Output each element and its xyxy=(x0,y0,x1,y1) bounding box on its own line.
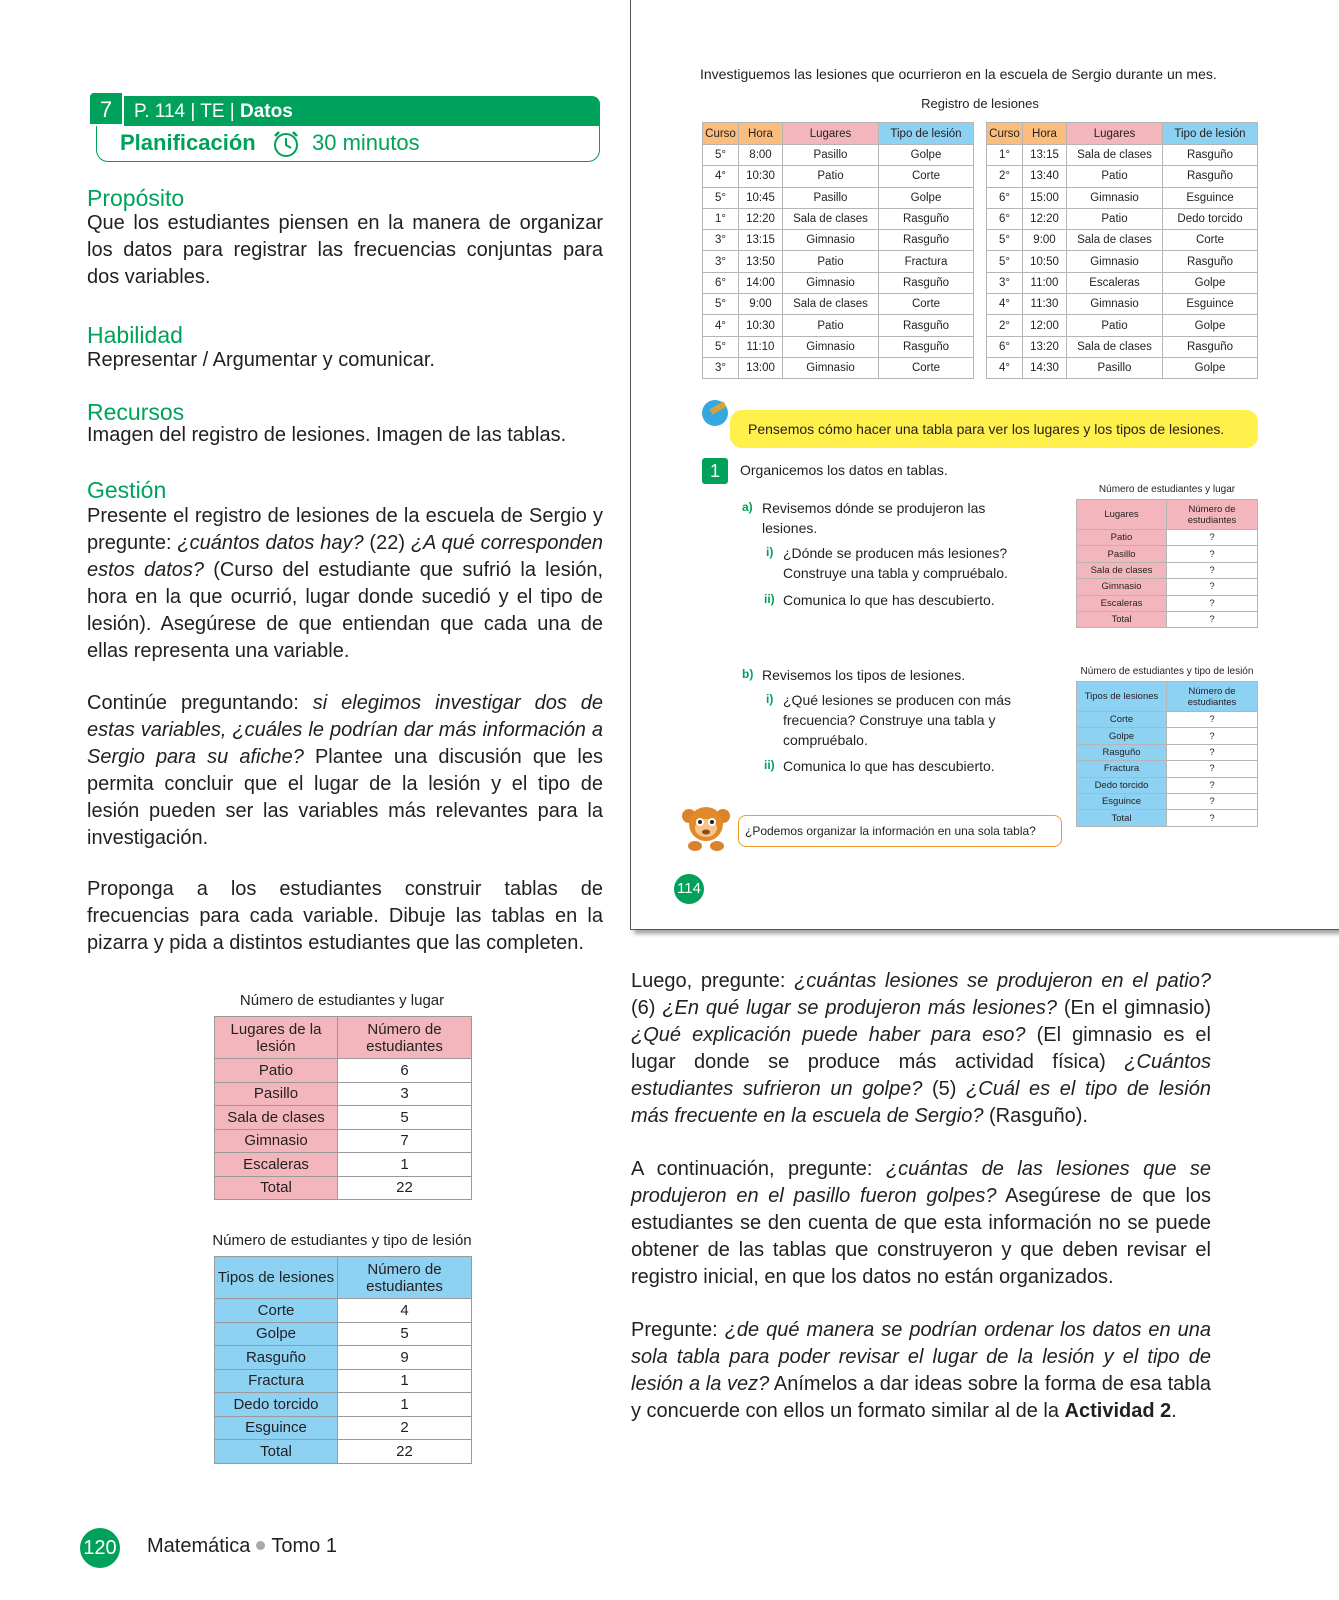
table-cell: Corte xyxy=(879,294,974,315)
table-row xyxy=(1077,595,1258,611)
table-cell: ? xyxy=(1167,712,1258,728)
table-cell: 13:40 xyxy=(1023,166,1067,187)
table-cell: Esguince xyxy=(1163,294,1258,315)
table-cell: Sala de clases xyxy=(215,1106,338,1130)
table-cell: Golpe xyxy=(1163,272,1258,293)
table-row xyxy=(703,251,974,272)
table-cell: Golpe xyxy=(879,187,974,208)
gestion-heading: Gestión xyxy=(87,477,167,503)
table-cell: 6° xyxy=(987,336,1023,357)
table-cell: 11:30 xyxy=(1023,294,1067,315)
table-cell: 13:50 xyxy=(739,251,783,272)
table-cell: 4° xyxy=(987,294,1023,315)
table-cell: Patio xyxy=(1067,208,1163,229)
item-aii-label: ii) xyxy=(764,592,775,606)
item-bii-label: ii) xyxy=(764,758,775,772)
table-header: Tipos de lesiones xyxy=(1077,682,1167,712)
reg-header-curso: Curso xyxy=(987,123,1023,145)
table-cell: Patio xyxy=(783,251,879,272)
question-run: ¿de qué manera se podrían ordenar los datos en una sola tabla para poder revisar el lugar de la lesión y el tipo de lesión a la vez? xyxy=(631,1319,1211,1395)
recursos-heading: Recursos xyxy=(87,399,185,425)
table-row xyxy=(703,208,974,229)
table-cell: Pasillo xyxy=(783,187,879,208)
table-cell: 2 xyxy=(338,1416,472,1440)
table-cell: Patio xyxy=(215,1059,338,1083)
reg-header-curso: Curso xyxy=(703,123,739,145)
table-cell: 13:00 xyxy=(739,357,783,378)
table-cell: ? xyxy=(1167,562,1258,578)
table-header: Número de estudiantes xyxy=(338,1017,472,1059)
table-row xyxy=(987,336,1258,357)
right-paragraph-1 xyxy=(631,968,1211,1130)
question-run: ¿A qué corresponden estos datos? xyxy=(87,532,603,581)
table-cell: 6° xyxy=(987,208,1023,229)
table-cell: 13:15 xyxy=(1023,145,1067,166)
table-row xyxy=(1077,530,1258,546)
table-row xyxy=(1077,611,1258,627)
habilidad-text: Representar / Argumentar y comunicar. xyxy=(87,349,435,371)
table-row xyxy=(215,1106,472,1130)
table-cell: Total xyxy=(1077,611,1167,627)
text-run: Anímelos a dar ideas sobre la forma de esa tabla y concuerde con ellos un formato similar al de la xyxy=(631,1373,1211,1422)
table-cell: Dedo torcido xyxy=(215,1393,338,1417)
table-row xyxy=(215,1176,472,1200)
register-table-right xyxy=(986,122,1258,379)
activity-ref: Actividad 2 xyxy=(1064,1400,1172,1422)
table-cell: Gimnasio xyxy=(1067,187,1163,208)
table-cell: 3° xyxy=(703,251,739,272)
table-cell: Rasguño xyxy=(1163,251,1258,272)
table-header: Lugares de la lesión xyxy=(215,1017,338,1059)
table-cell: Esguince xyxy=(1163,187,1258,208)
table-row xyxy=(703,357,974,378)
table-cell: 5° xyxy=(703,187,739,208)
footer-volume: Tomo 1 xyxy=(271,1535,337,1557)
gestion-paragraph-2 xyxy=(87,690,603,852)
table-cell: Total xyxy=(1077,810,1167,826)
table-cell: 3° xyxy=(703,230,739,251)
table-cell: ? xyxy=(1167,728,1258,744)
hint-bar: Pensemos cómo hacer una tabla para ver los lugares y los tipos de lesiones. xyxy=(730,410,1258,448)
table-cell: Corte xyxy=(879,357,974,378)
question-run: si elegimos investigar dos de estas variables, ¿cuáles le podrían dar más información a Sergio para su afiche? xyxy=(87,692,604,768)
plan-title: Planificación xyxy=(120,130,256,155)
table-cell: Patio xyxy=(783,166,879,187)
question-run: ¿Cuál es el tipo de lesión más frecuente en la escuela de Sergio? xyxy=(631,1078,1211,1127)
table-cell: ? xyxy=(1167,546,1258,562)
table-cell: Rasguño xyxy=(879,272,974,293)
activity-number: 1 xyxy=(702,458,728,484)
table-cell: Corte xyxy=(215,1299,338,1323)
table-cell: 7 xyxy=(338,1129,472,1153)
table-header: Número de estudiantes xyxy=(338,1257,472,1299)
table-cell: Gimnasio xyxy=(1067,251,1163,272)
table-cell: Patio xyxy=(1067,315,1163,336)
table-row xyxy=(1077,793,1258,809)
table-cell: 5° xyxy=(703,294,739,315)
table-row xyxy=(215,1322,472,1346)
table-cell: Patio xyxy=(1067,166,1163,187)
table-cell: 14:30 xyxy=(1023,357,1067,378)
table-row xyxy=(215,1346,472,1370)
table-cell: 10:45 xyxy=(739,187,783,208)
table-cell: Gimnasio xyxy=(783,272,879,293)
reg-header-hora: Hora xyxy=(739,123,783,145)
table-cell: 6 xyxy=(338,1059,472,1083)
table-cell: Golpe xyxy=(1163,315,1258,336)
table-cell: 9:00 xyxy=(1023,230,1067,251)
question-run: ¿En qué lugar se produjeron más lesiones? xyxy=(662,997,1058,1019)
text-run: (22) xyxy=(363,532,411,554)
table-header: Número de estudiantes xyxy=(1167,500,1258,530)
text-run: Luego, pregunte: xyxy=(631,970,795,992)
table-cell: Pasillo xyxy=(1067,357,1163,378)
table-cell: Escaleras xyxy=(1077,595,1167,611)
table-cell: Rasguño xyxy=(879,336,974,357)
table-row xyxy=(215,1440,472,1464)
table-cell: Rasguño xyxy=(1077,744,1167,760)
table-row xyxy=(215,1059,472,1083)
table-cell: Corte xyxy=(879,166,974,187)
table-row xyxy=(215,1393,472,1417)
item-bii-text: Comunica lo que has descubierto. xyxy=(783,758,995,774)
table-lugar-caption: Número de estudiantes y lugar xyxy=(239,992,445,1009)
register-caption: Registro de lesiones xyxy=(921,96,1039,111)
reg-header-lugares: Lugares xyxy=(783,123,879,145)
book-page-number: 114 xyxy=(674,874,704,904)
activity-title: Organicemos los datos en tablas. xyxy=(740,462,948,478)
page-number: 120 xyxy=(80,1528,120,1568)
table-cell: 12:20 xyxy=(1023,208,1067,229)
text-run: Continúe preguntando: xyxy=(87,692,313,714)
register-table-left xyxy=(702,122,974,379)
table-row xyxy=(703,145,974,166)
gestion-paragraph-3: Proponga a los estudiantes construir tablas de frecuencias para cada variable. Dibuje las tablas en la pizarra y pida a distintos estudiantes que las completen. xyxy=(87,878,603,954)
item-b-text: Revisemos los tipos de lesiones. xyxy=(762,667,966,683)
table-cell: 4 xyxy=(338,1299,472,1323)
table-cell: 10:30 xyxy=(739,166,783,187)
table-cell: 5 xyxy=(338,1322,472,1346)
proposito-heading: Propósito xyxy=(87,185,185,211)
table-cell: Sala de clases xyxy=(1067,336,1163,357)
table-cell: Pasillo xyxy=(215,1082,338,1106)
table-cell: Golpe xyxy=(1163,357,1258,378)
table-row xyxy=(215,1082,472,1106)
item-ai-text: ¿Dónde se producen más lesiones? Construye una tabla y compruébalo. xyxy=(783,545,1008,581)
table-cell: Sala de clases xyxy=(783,294,879,315)
table-tipo xyxy=(214,1256,472,1464)
table-row xyxy=(1077,728,1258,744)
table-cell: Rasguño xyxy=(879,208,974,229)
table-cell: Corte xyxy=(1163,230,1258,251)
table-cell: Patio xyxy=(783,315,879,336)
table-row xyxy=(703,166,974,187)
reg-header-lugares: Lugares xyxy=(1067,123,1163,145)
table-cell: 15:00 xyxy=(1023,187,1067,208)
reg-header-tipo: Tipo de lesión xyxy=(879,123,974,145)
text-run: (Rasguño). xyxy=(983,1105,1088,1127)
lesson-number: 7 xyxy=(88,91,124,126)
table-cell: 11:00 xyxy=(1023,272,1067,293)
table-cell: 1 xyxy=(338,1369,472,1393)
table-cell: ? xyxy=(1167,744,1258,760)
table-cell: Gimnasio xyxy=(783,230,879,251)
table-cell: Golpe xyxy=(215,1322,338,1346)
table-cell: Rasguño xyxy=(879,230,974,251)
table-cell: 13:20 xyxy=(1023,336,1067,357)
table-cell: Esguince xyxy=(1077,793,1167,809)
item-bi-text: ¿Qué lesiones se producen con más frecuencia? Construye una tabla y compruébalo. xyxy=(783,692,1012,748)
plan-time: 30 minutos xyxy=(312,130,420,155)
table-cell: 9 xyxy=(338,1346,472,1370)
book-table-tipo-caption: Número de estudiantes y tipo de lesión xyxy=(1080,666,1254,677)
item-b-label: b) xyxy=(742,667,754,681)
table-cell: Fractura xyxy=(879,251,974,272)
table-row xyxy=(987,187,1258,208)
table-cell: Patio xyxy=(1077,530,1167,546)
book-table-lugar xyxy=(1076,499,1258,628)
table-cell: 6° xyxy=(703,272,739,293)
table-row xyxy=(703,187,974,208)
reg-header-tipo: Tipo de lesión xyxy=(1163,123,1258,145)
table-cell: 11:10 xyxy=(739,336,783,357)
table-row xyxy=(987,251,1258,272)
table-cell: Gimnasio xyxy=(1067,294,1163,315)
table-cell: 22 xyxy=(338,1440,472,1464)
table-cell: Pasillo xyxy=(783,145,879,166)
table-cell: Dedo torcido xyxy=(1077,777,1167,793)
table-row xyxy=(1077,744,1258,760)
table-row xyxy=(215,1129,472,1153)
table-row xyxy=(987,166,1258,187)
table-cell: Golpe xyxy=(1077,728,1167,744)
text-run: (El gimnasio es el lugar donde se produce más actividad física) xyxy=(631,1024,1211,1073)
text-run: . xyxy=(1171,1400,1177,1422)
table-cell: 13:15 xyxy=(739,230,783,251)
table-cell: Rasguño xyxy=(879,315,974,336)
table-cell: Pasillo xyxy=(1077,546,1167,562)
question-run: ¿cuántas de las lesiones que se produjeron en el pasillo fueron golpes? xyxy=(631,1158,1212,1207)
table-row xyxy=(703,230,974,251)
table-cell: 1° xyxy=(703,208,739,229)
table-row xyxy=(987,272,1258,293)
right-paragraph-2 xyxy=(631,1156,1211,1291)
monkey-mascot-icon xyxy=(679,800,733,854)
item-a-label: a) xyxy=(742,500,753,514)
table-header: Número de estudiantes xyxy=(1167,682,1258,712)
table-cell: ? xyxy=(1167,810,1258,826)
table-row xyxy=(703,336,974,357)
table-cell: 2° xyxy=(987,166,1023,187)
table-row xyxy=(1077,777,1258,793)
text-run: Asegúrese de que los estudiantes se den cuenta de que esta información no se puede obtener de las tablas que construyeron y que deben revisar el registro inicial, en que los datos no están organizados. xyxy=(631,1185,1212,1288)
question-run: ¿cuántos datos hay? xyxy=(177,532,364,554)
table-cell: 5 xyxy=(338,1106,472,1130)
question-run: ¿Cuántos estudiantes sufrieron un golpe? xyxy=(631,1051,1211,1100)
item-bi-label: i) xyxy=(766,692,774,706)
table-cell: ? xyxy=(1167,530,1258,546)
table-cell: Rasguño xyxy=(1163,336,1258,357)
right-paragraph-3 xyxy=(631,1317,1211,1425)
table-row xyxy=(215,1416,472,1440)
table-cell: 3° xyxy=(987,272,1023,293)
book-table-tipo xyxy=(1076,681,1258,827)
table-cell: 4° xyxy=(987,357,1023,378)
table-cell: 9:00 xyxy=(739,294,783,315)
clock-icon xyxy=(271,129,301,159)
header-sep: | xyxy=(190,101,201,122)
table-cell: Fractura xyxy=(215,1369,338,1393)
table-row xyxy=(987,230,1258,251)
table-row xyxy=(215,1299,472,1323)
table-cell: 8:00 xyxy=(739,145,783,166)
table-row xyxy=(987,208,1258,229)
page-ref: P. 114 xyxy=(134,101,186,122)
table-cell: Escaleras xyxy=(215,1153,338,1177)
bullet-icon xyxy=(256,1541,265,1550)
table-row xyxy=(215,1153,472,1177)
table-cell: ? xyxy=(1167,595,1258,611)
table-row xyxy=(703,294,974,315)
question-run: ¿Qué explicación puede haber para eso? xyxy=(631,1024,1026,1046)
item-aii-text: Comunica lo que has descubierto. xyxy=(783,592,995,608)
book-table-lugar-caption: Número de estudiantes y lugar xyxy=(1098,484,1236,495)
table-cell: Gimnasio xyxy=(783,336,879,357)
table-header: Tipos de lesiones xyxy=(215,1257,338,1299)
speech-bubble: ¿Podemos organizar la información en una sola tabla? xyxy=(738,815,1062,847)
table-cell: 6° xyxy=(987,187,1023,208)
table-cell: 5° xyxy=(987,251,1023,272)
text-run: A continuación, pregunte: xyxy=(631,1158,886,1180)
header-text xyxy=(134,100,293,124)
footer-text xyxy=(147,1535,337,1558)
table-cell: ? xyxy=(1167,579,1258,595)
table-cell: 4° xyxy=(703,166,739,187)
item-ai-label: i) xyxy=(766,545,774,559)
table-cell: 5° xyxy=(703,145,739,166)
recursos-text: Imagen del registro de lesiones. Imagen de las tablas. xyxy=(87,424,567,446)
table-cell: 5° xyxy=(703,336,739,357)
te-label: TE xyxy=(200,101,225,122)
table-cell: Total xyxy=(215,1440,338,1464)
item-a-text: Revisemos dónde se produjeron las lesiones. xyxy=(762,500,986,536)
table-cell: Sala de clases xyxy=(783,208,879,229)
text-run: (En el gimnasio) xyxy=(1057,997,1211,1019)
table-row xyxy=(1077,810,1258,826)
question-run: ¿cuántas lesiones se produjeron en el patio? xyxy=(794,970,1211,992)
table-row xyxy=(987,357,1258,378)
table-row xyxy=(1077,712,1258,728)
table-cell: 1 xyxy=(338,1393,472,1417)
table-cell: Gimnasio xyxy=(1077,579,1167,595)
table-row xyxy=(1077,546,1258,562)
table-cell: 10:50 xyxy=(1023,251,1067,272)
book-intro: Investiguemos las lesiones que ocurrieron en la escuela de Sergio durante un mes. xyxy=(700,66,1217,82)
table-cell: 3° xyxy=(703,357,739,378)
table-cell: 2° xyxy=(987,315,1023,336)
table-row xyxy=(987,145,1258,166)
table-cell: 22 xyxy=(338,1176,472,1200)
table-cell: Golpe xyxy=(879,145,974,166)
table-row xyxy=(1077,761,1258,777)
table-cell: Rasguño xyxy=(1163,145,1258,166)
text-run: (Curso del estudiante que sufrió la lesión, hora en la que ocurrió, lugar donde sucedió y el tipo de lesión). Asegúrese de que entiendan que cada una de ellas representa una variable. xyxy=(87,559,603,662)
table-cell: Gimnasio xyxy=(215,1129,338,1153)
table-cell: Gimnasio xyxy=(783,357,879,378)
table-row xyxy=(703,315,974,336)
table-cell: Corte xyxy=(1077,712,1167,728)
gestion-paragraph-1 xyxy=(87,503,603,665)
text-run: Plantee una discusión que les permita concluir que el lugar de la lesión y el tipo de lesión pueden ser las variables más relevantes para la investigación. xyxy=(87,746,603,849)
reg-header-hora: Hora xyxy=(1023,123,1067,145)
table-row xyxy=(703,272,974,293)
table-cell: Rasguño xyxy=(1163,166,1258,187)
table-cell: 5° xyxy=(987,230,1023,251)
table-cell: 12:20 xyxy=(739,208,783,229)
table-row xyxy=(987,294,1258,315)
table-tipo-caption: Número de estudiantes y tipo de lesión xyxy=(212,1232,472,1249)
footer-subject: Matemática xyxy=(147,1535,251,1557)
text-run: Presente el registro de lesiones de la escuela de Sergio y pregunte: xyxy=(87,505,603,554)
table-cell: Sala de clases xyxy=(1067,145,1163,166)
header-sep: | xyxy=(229,101,241,122)
table-cell: Fractura xyxy=(1077,761,1167,777)
table-cell: Rasguño xyxy=(215,1346,338,1370)
table-cell: Dedo torcido xyxy=(1163,208,1258,229)
habilidad-heading: Habilidad xyxy=(87,322,183,348)
table-cell: 3 xyxy=(338,1082,472,1106)
table-cell: 1° xyxy=(987,145,1023,166)
table-cell: Sala de clases xyxy=(1077,562,1167,578)
table-row xyxy=(987,315,1258,336)
table-cell: Sala de clases xyxy=(1067,230,1163,251)
table-cell: Escaleras xyxy=(1067,272,1163,293)
text-run: (6) xyxy=(631,997,663,1019)
table-cell: Esguince xyxy=(215,1416,338,1440)
table-header: Lugares xyxy=(1077,500,1167,530)
table-cell: 1 xyxy=(338,1153,472,1177)
table-lugar xyxy=(214,1016,472,1200)
table-cell: Total xyxy=(215,1176,338,1200)
table-cell: 14:00 xyxy=(739,272,783,293)
table-row xyxy=(215,1369,472,1393)
table-cell: 10:30 xyxy=(739,315,783,336)
table-cell: ? xyxy=(1167,611,1258,627)
proposito-text: Que los estudiantes piensen en la manera de organizar los datos para registrar las frecuencias conjuntas para dos variables. xyxy=(87,212,603,288)
section-title: Datos xyxy=(240,101,293,122)
table-cell: ? xyxy=(1167,761,1258,777)
table-cell: ? xyxy=(1167,793,1258,809)
table-cell: 12:00 xyxy=(1023,315,1067,336)
table-cell: 4° xyxy=(703,315,739,336)
table-row xyxy=(1077,579,1258,595)
text-run: Pregunte: xyxy=(631,1319,725,1341)
text-run: (5) xyxy=(922,1078,967,1100)
table-cell: ? xyxy=(1167,777,1258,793)
table-row xyxy=(1077,562,1258,578)
